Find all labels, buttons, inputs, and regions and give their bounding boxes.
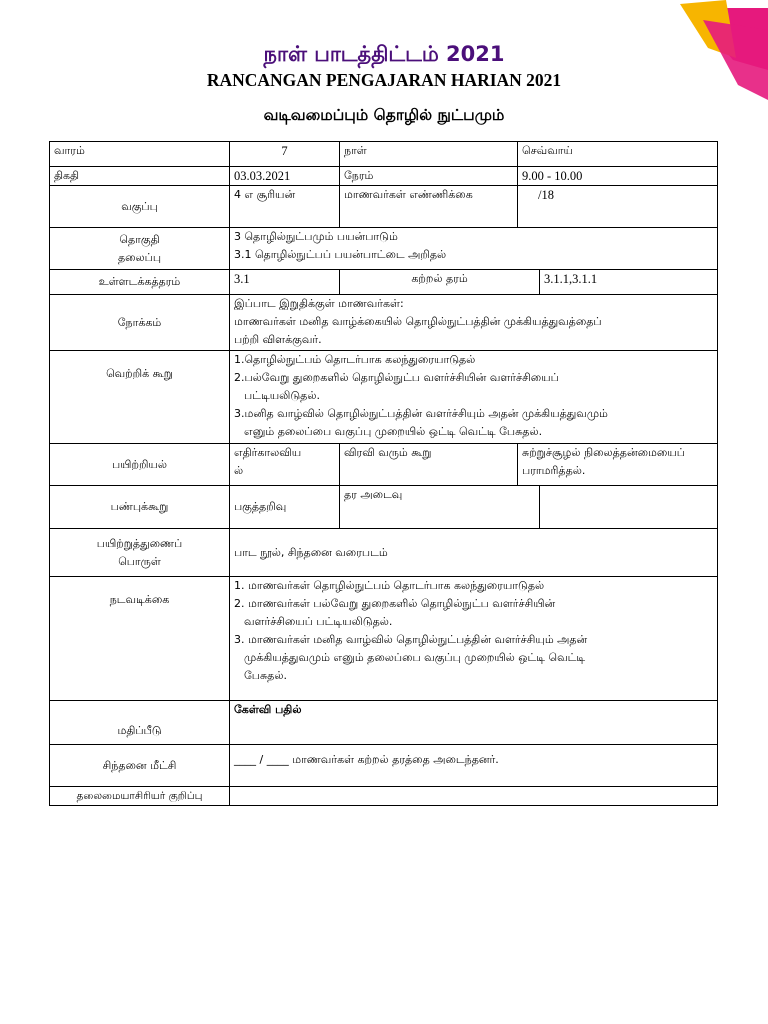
teaching-aids-label-line1: பயிற்றுத்துணைப்	[96, 536, 183, 550]
success-criteria-label: வெற்றிக் கூறு	[50, 351, 230, 444]
class-value: 4 எ சூரியன்	[230, 186, 340, 228]
achievement-level-value	[540, 486, 718, 529]
topic-value-line2: 3.1 தொழில்நுட்பப் பயன்பாட்டை அறிதல்	[234, 248, 447, 261]
reflection-value: ____ / ____ மாணவர்கள் கற்றல் தரத்தை அடைந்தனர்.	[230, 745, 718, 787]
headmaster-notes-value	[230, 787, 718, 806]
week-label: வாரம்	[50, 142, 230, 167]
topic-value-line1: 3 தொழில்நுட்பமும் பயன்பாடும்	[234, 230, 398, 243]
student-count-label: மாணவர்கள் எண்ணிக்கை	[340, 186, 518, 228]
activity-line: 3. மாணவர்கள் மனித வாழ்வில் தொழில்நுட்பத்தின் வளர்ச்சியும் அதன்	[234, 633, 588, 646]
date-value: 03.03.2021	[230, 167, 340, 186]
content-standard-label: உள்ளடக்கத்தரம்	[50, 270, 230, 295]
objective-label: நோக்கம்	[50, 295, 230, 351]
row-week	[50, 142, 718, 167]
day-label: நாள்	[340, 142, 518, 167]
activity-line: முக்கியத்துவமும் எனும் தலைப்பை வகுப்பு முறையில் ஒட்டி வெட்டி	[244, 651, 586, 664]
objective-line: இப்பாட இறுதிக்குள் மாணவர்கள்:	[234, 297, 404, 310]
row-teaching-aids	[50, 529, 718, 577]
pedagogy-cell-1-line1: எதிர்காலவிய	[234, 446, 302, 459]
objective-line: பற்றி விளக்குவர்.	[234, 333, 322, 346]
assessment-label: மதிப்பீடு	[50, 701, 230, 745]
row-activities	[50, 577, 718, 701]
content-standard-value: 3.1	[230, 270, 340, 295]
cross-curricular-value	[518, 444, 718, 486]
pedagogy-label: பயிற்றியல்	[50, 444, 230, 486]
activity-line: 2. மாணவர்கள் பல்வேறு துறைகளில் தொழில்நுட்ப வளர்ச்சியின்	[234, 597, 556, 610]
page-title-malay: RANCANGAN PENGAJARAN HARIAN 2021	[206, 70, 562, 90]
subject-title: வடிவமைப்பும் தொழில் நுட்பமும்	[263, 106, 505, 124]
learning-standard-value: 3.1.1,3.1.1	[540, 270, 718, 295]
time-value: 9.00 - 10.00	[518, 167, 718, 186]
row-class	[50, 186, 718, 228]
topic-value	[230, 228, 718, 270]
values-label: பண்புக்கூறு	[50, 486, 230, 529]
pedagogy-cell-1	[230, 444, 340, 486]
row-reflection	[50, 745, 718, 787]
topic-label-line2: தலைப்பு	[117, 250, 162, 264]
row-pedagogy	[50, 444, 718, 486]
date-label: திகதி	[50, 167, 230, 186]
assessment-value: கேள்வி பதில்	[230, 701, 718, 745]
row-headmaster-notes	[50, 787, 718, 806]
pedagogy-cell-1-line2: ல்	[234, 464, 244, 477]
row-success-criteria	[50, 351, 718, 444]
teaching-aids-value: பாட நூல், சிந்தனை வரைபடம்	[230, 529, 718, 577]
cross-curricular-label: விரவி வரும் கூறு	[340, 444, 518, 486]
class-label: வகுப்பு	[50, 186, 230, 228]
success-criteria-value	[230, 351, 718, 444]
activities-label: நடவடிக்கை	[50, 577, 230, 701]
activity-line: வளர்ச்சியைப் பட்டியலிடுதல்.	[244, 615, 393, 628]
teaching-aids-label-line2: பொருள்	[118, 554, 161, 568]
week-value: 7	[230, 142, 340, 167]
row-topic	[50, 228, 718, 270]
student-count-value: /18	[518, 186, 718, 228]
learning-standard-label: கற்றல் தரம்	[340, 270, 540, 295]
success-criteria-line: 3.மனித வாழ்வில் தொழில்நுட்பத்தின் வளர்ச்சியும் அதன் முக்கியத்துவமும்	[234, 407, 608, 420]
row-values	[50, 486, 718, 529]
headmaster-notes-label: தலைமையாசிரியர் குறிப்பு	[50, 787, 230, 806]
row-assessment	[50, 701, 718, 745]
row-objective	[50, 295, 718, 351]
activities-value	[230, 577, 718, 701]
page-title-tamil: நாள் பாடத்திட்டம் 2021	[263, 42, 505, 66]
time-label: நேரம்	[340, 167, 518, 186]
topic-label-line1: தொகுதி	[119, 232, 160, 246]
lesson-plan-table	[49, 141, 718, 806]
objective-line: மாணவர்கள் மனித வாழ்க்கையில் தொழில்நுட்பத்தின் முக்கியத்துவத்தைப்	[234, 315, 602, 328]
topic-label	[50, 228, 230, 270]
cross-curricular-line2: பராமரித்தல்.	[522, 464, 586, 477]
cross-curricular-line1: சுற்றுச்சூழல் நிலைத்தன்மையைப்	[522, 446, 685, 459]
reflection-label: சிந்தனை மீட்சி	[50, 745, 230, 787]
success-criteria-line: 2.பல்வேறு துறைகளில் தொழில்நுட்ப வளர்ச்சியின் வளர்ச்சியைப்	[234, 371, 559, 384]
success-criteria-line: 1.தொழில்நுட்பம் தொடர்பாக கலந்துரையாடுதல்	[234, 353, 476, 366]
achievement-level-label: தர அடைவு	[340, 486, 540, 529]
activity-line: 1. மாணவர்கள் தொழில்நுட்பம் தொடர்பாக கலந்துரையாடுதல்	[234, 579, 545, 592]
teaching-aids-label	[50, 529, 230, 577]
activity-line: பேசுதல்.	[244, 669, 287, 682]
row-standards	[50, 270, 718, 295]
values-value: பகுத்தறிவு	[230, 486, 340, 529]
row-date	[50, 167, 718, 186]
objective-value	[230, 295, 718, 351]
success-criteria-line: பட்டியலிடுதல்.	[244, 389, 320, 402]
success-criteria-line: எனும் தலைப்பை வகுப்பு முறையில் ஒட்டி வெட்டி பேசுதல்.	[244, 425, 543, 438]
day-value: செவ்வாய்	[518, 142, 718, 167]
